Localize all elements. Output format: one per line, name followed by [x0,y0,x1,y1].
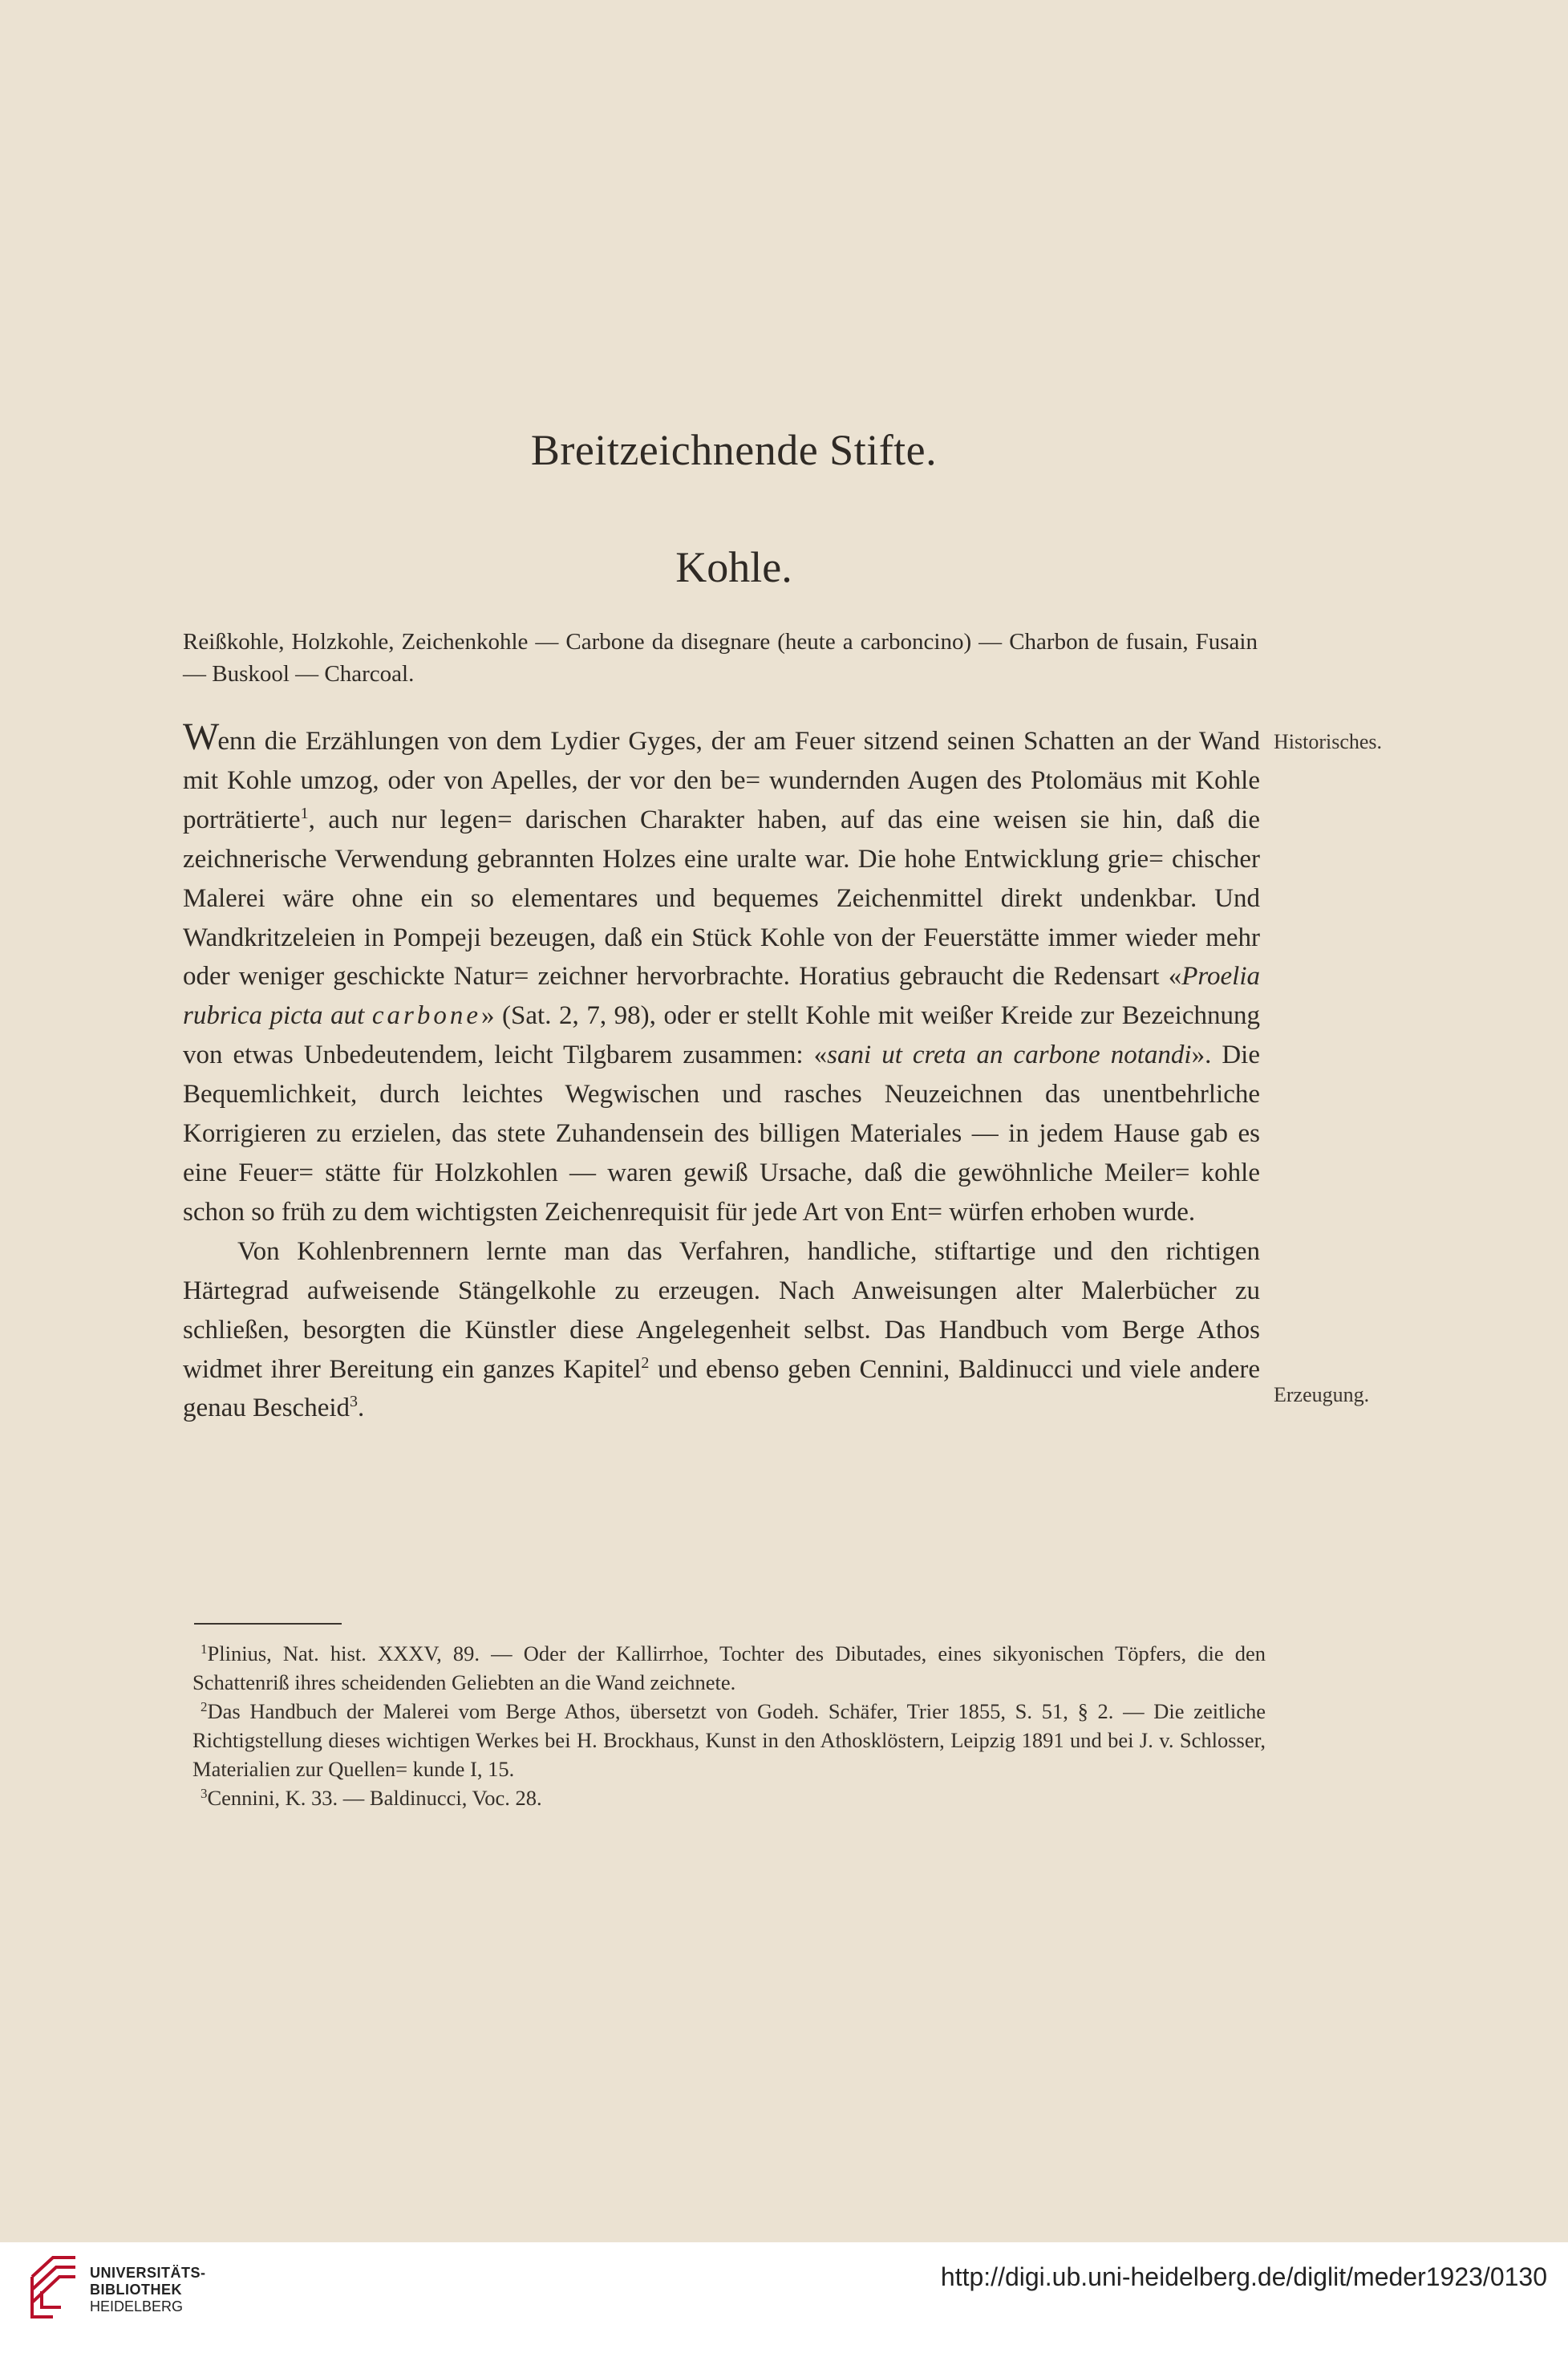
paragraph-erzeugung [183,1232,1260,1429]
paragraph1-part4: ». Die Bequemlichkeit, durch leichtes Wegwischen und rasches Neuzeichnen das unentbehrliche Korrigieren zu erzielen, das stete Zuhandensein des billigen Materiales — in jedem Hause gab es eine Feuer= stätte für Holzkohlen — waren gewiß Ursache, daß die gewöhnliche Meiler= kohle schon so früh zu dem wichtigsten Zeichenrequisit für jede Art von Ent= würfen erhoben wurde. [183,1041,1260,1227]
footer-bar [0,2242,1568,2353]
footnote-number: 2 [201,1699,208,1714]
page-title: Breitzeichnende Stifte. [530,426,938,474]
section-title: Kohle. [675,543,792,591]
paragraph2-part1: Von Kohlenbrennern lernte man das Verfahren, handliche, stiftartige und den richtigen Härtegrad aufweisende Stängelkohle zu erzeugen. Nach Anweisungen alter Malerbücher zu schließen, besorgten die Künstler diese Angelegenheit selbst. Das Handbuch vom Berge Athos widmet ihrer Bereitung ein ganzes Kapitel [183,1236,1260,1384]
body-text [183,718,1260,1428]
library-logo-icon[interactable] [29,2253,79,2322]
synonyms-line: Reißkohle, Holzkohle, Zeichenkohle — Carbone da disegnare (heute a carboncino) — Charbon de fusain, Fusain — Buskool — Charcoal. [183,629,1258,687]
paragraph2-part3: . [358,1394,365,1423]
drop-cap: W [183,716,218,758]
footnote-divider [194,1623,342,1625]
latin-quote-1-spaced: carbone [371,1001,481,1031]
footnote-number: 1 [201,1641,208,1657]
library-name-line2: BIBLIOTHEK [90,2282,182,2298]
paragraph1-part3: » (Sat. 2, 7, 98), oder er stellt Kohle mit weißer Kreide zur Bezeichnung von etwas Unbedeutendem, leicht Tilgbarem zusammen: « [183,1001,1260,1070]
footnote-text: Das Handbuch der Malerei vom Berge Athos, übersetzt von Godeh. Schäfer, Trier 1855, S. 51, § 2. — Die zeitliche Richtigstellung dieses wichtigen Werkes bei H. Brockhaus, Kunst in den Athosklöstern, Leipzig 1891 und bei J. v. Schlosser, Materialien zur Quellen= kunde I, 15. [192,1699,1266,1781]
paragraph1-part2: , auch nur legen= darischen Charakter haben, auf das eine weisen sie hin, daß die zeichnerische Verwendung gebrannten Holzes eine uralte war. Die hohe Entwicklung grie= chischer Malerei wäre ohne ein so elementares und bequemes Zeichenmittel direkt undenkbar. Und Wandkritzeleien in Pompeji bezeugen, daß ein Stück Kohle von der Feuerstätte immer wieder mehr oder weniger geschickte Natur= zeichner hervorbrachte. Horatius gebraucht die Redensart « [183,805,1260,992]
margin-note-historisches: Historisches. [1274,730,1383,753]
margin-note-erzeugung: Erzeugung. [1274,1383,1370,1406]
footnote-number: 3 [201,1786,208,1801]
latin-quote-1: Proelia rubrica picta aut [183,962,1260,1031]
footnote-ref-1[interactable]: 1 [300,804,309,822]
paragraph2-part2: und ebenso geben Cennini, Baldinucci und viele andere genau Bescheid [183,1354,1260,1423]
paragraph-historisches [183,718,1260,1232]
footnote-ref-3[interactable]: 3 [350,1393,359,1411]
library-name-line1: UNIVERSITÄTS- [90,2265,206,2281]
latin-quote-2: sani ut creta an carbone notandi [827,1041,1192,1070]
paragraph1-part1: enn die Erzählungen von dem Lydier Gyges, der am Feuer sitzend seinen Schatten an der Wand mit Kohle umzog, oder von Apelles, der vor den be= wundernden Augen des Ptolomäus mit Kohle porträtierte [183,727,1260,834]
library-name-line3: HEIDELBERG [90,2298,184,2314]
footnote-2 [192,1697,1266,1783]
footnote-text: Cennini, K. 33. — Baldinucci, Voc. 28. [207,1786,542,1810]
footnotes [192,1639,1266,1812]
library-name [90,2265,206,2315]
permalink-url[interactable]: http://digi.ub.uni-heidelberg.de/diglit/meder1923/0130 [940,2262,1547,2291]
footnote-ref-2[interactable]: 2 [641,1353,650,1372]
footnote-3 [192,1783,1266,1812]
footnote-text: Plinius, Nat. hist. XXXV, 89. — Oder der Kallirrhoe, Tochter des Dibutades, eines sikyonischen Töpfers, die den Schattenriß ihres scheidenden Geliebten an die Wand zeichnete. [192,1641,1266,1694]
footnote-1 [192,1639,1266,1697]
